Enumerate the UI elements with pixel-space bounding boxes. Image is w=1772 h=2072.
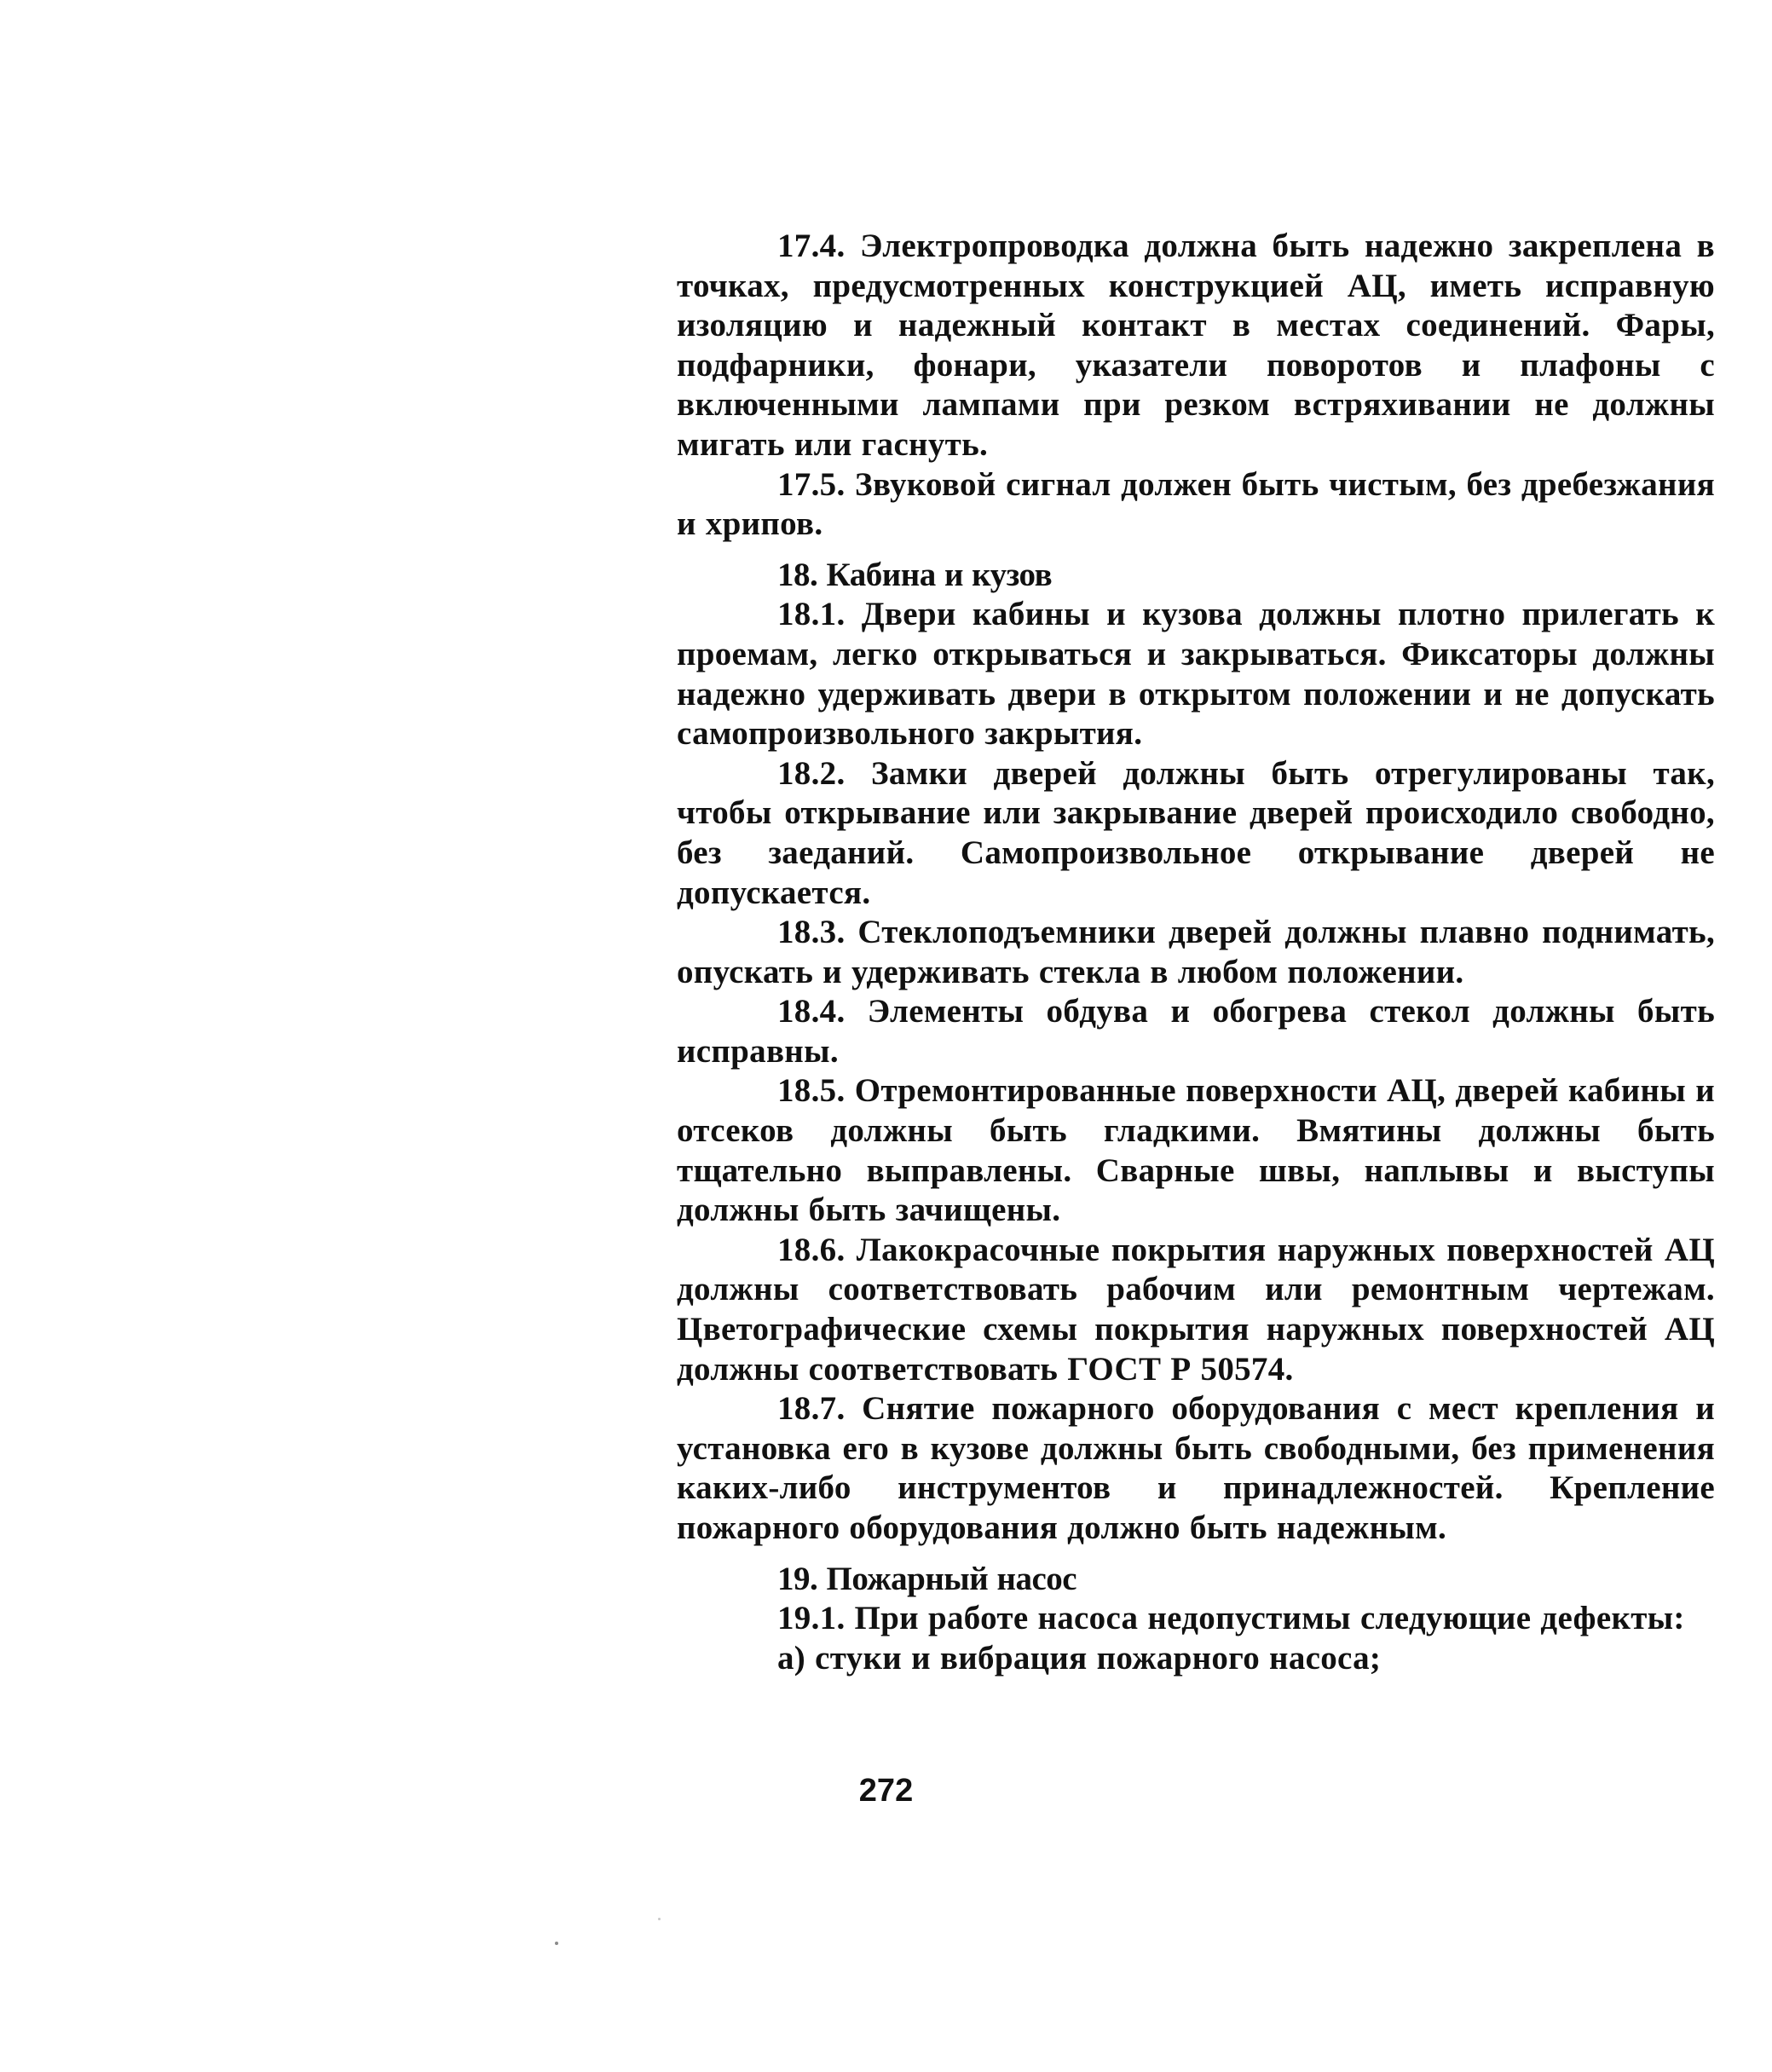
scan-speck — [555, 1942, 558, 1945]
paragraph-17-5: 17.5. Звуковой сигнал должен быть чистым, без дребезжания и хрипов. — [677, 465, 1715, 543]
page-number-text: 272 — [858, 1773, 914, 1809]
section-heading-19: 19. Пожарный насос — [777, 1560, 1077, 1597]
text-column — [677, 227, 1715, 1678]
page-number — [0, 1773, 1772, 1809]
paragraph-18-7: 18.7. Снятие пожарного оборудования с мест крепления и установка его в кузове должны быть свободными, без применения каких-либо инструментов и принадлежностей. Крепление пожарного оборудования должно быть надежным. — [677, 1390, 1715, 1546]
list-item-a: а) стуки и вибрация пожарного насоса; — [777, 1639, 1382, 1677]
paragraph-18-5: 18.5. Отремонтированные поверхности АЦ, дверей кабины и отсеков должны быть гладкими. Вмятины должны быть тщательно выправлены. Сварные швы, наплывы и выступы должны быть зачищены. — [677, 1072, 1715, 1229]
section-heading-18: 18. Кабина и кузов — [777, 556, 1053, 593]
paragraph-18-2: 18.2. Замки дверей должны быть отрегулированы так, чтобы открывание или закрывание дверей происходило свободно, без заеданий. Самопроизвольное открывание дверей не допускается. — [677, 754, 1715, 911]
paragraph-17-4: 17.4. Электропроводка должна быть надежно закреплена в точках, предусмотренных конструкцией АЦ, иметь исправную изоляцию и надежный контакт в местах соединений. Фары, подфарники, фонари, указатели поворотов и плафоны с включенными лампами при резком встряхивании не должны мигать или гаснуть. — [677, 228, 1715, 463]
paragraph-18-6: 18.6. Лакокрасочные покрытия наружных поверхностей АЦ должны соответствовать рабочим или ремонтным чертежам. Цветографические схемы покрытия наружных поверхностей АЦ должны соответствовать ГОСТ Р 50574. — [677, 1231, 1715, 1388]
paragraph-18-1: 18.1. Двери кабины и кузова должны плотно прилегать к проемам, легко открываться и закрываться. Фиксаторы должны надежно удерживать двери в открытом положении и не допускать самопроизвольного закрытия. — [677, 596, 1715, 753]
scan-speck — [658, 1918, 661, 1920]
paragraph-19-1: 19.1. При работе насоса недопустимы следующие дефекты: — [777, 1600, 1685, 1637]
paragraph-18-4: 18.4. Элементы обдува и обогрева стекол должны быть исправны. — [677, 993, 1715, 1070]
paragraph-18-3: 18.3. Стеклоподъемники дверей должны плавно поднимать, опускать и удерживать стекла в любом положении. — [677, 914, 1715, 990]
